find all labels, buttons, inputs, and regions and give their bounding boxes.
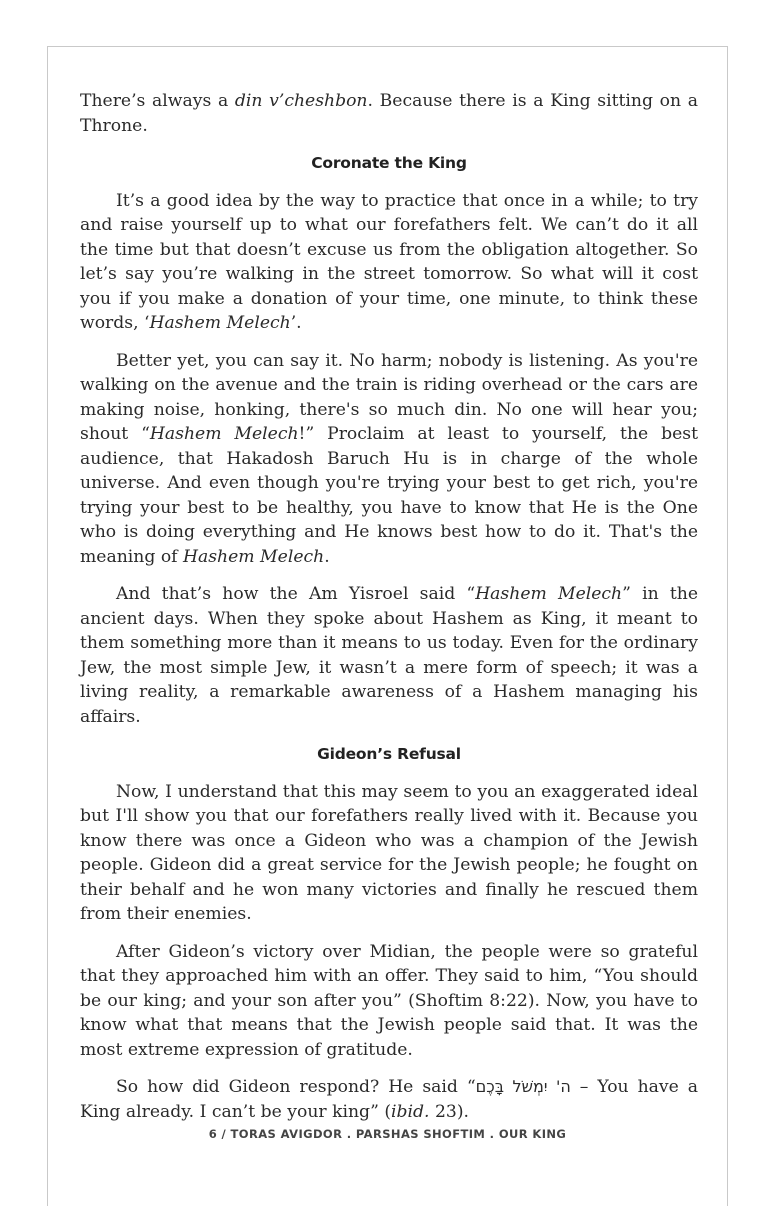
paragraph-4: And that’s how the Am Yisroel said “Hashem Melech” in the ancient days. When they spoke about Hashem as King, it meant to them something more than it means to us today. Even for the ordinary Jew, the most simple Jew, it wasn’t a mere form of speech; it was a living reality, a remarkable awareness of a Hashem managing his affairs. (80, 584, 698, 727)
hebrew-quote: ה' יִמְשֹׁל בָּכֶם (475, 1077, 571, 1096)
section-heading-gideon: Gideon’s Refusal (317, 745, 461, 763)
paragraph-3: Better yet, you can say it. No harm; nobody is listening. As you're walking on the avenue and the train is riding overhead or the cars are making noise, honking, there's so much din. No one will hear you; shout “Hashem Melech!” Proclaim at least to yourself, the best audience, that Hakadosh Baruch Hu is in charge of the whole universe. And even though you're trying your best to get rich, you're trying your best to be healthy, you have to know that He is the One who is doing everything and He knows best how to do it. That's the meaning of Hashem Melech. (80, 350, 698, 567)
page-content (80, 89, 698, 1137)
paragraph-1: There’s always a din v’cheshbon. Because there is a King sitting on a Throne. (80, 91, 699, 136)
page-footer: 6 / TORAS AVIGDOR . PARSHAS SHOFTIM . OUR KING (208, 1127, 567, 1141)
page (47, 46, 728, 1206)
paragraph-7: So how did Gideon respond? He said “ה' יִמְשֹׁל בָּכֶם – You have a King already. I can’t be your king” (ibid. 23). (80, 1077, 698, 1122)
paragraph-5: Now, I understand that this may seem to you an exaggerated ideal but I'll show you that our forefathers really lived with it. Because you know there was once a Gideon who was a champion of the Jewish people. Gideon did a great service for the Jewish people; he fought on their behalf and he won many victories and finally he rescued them from their enemies. (80, 781, 698, 924)
paragraph-2: It’s a good idea by the way to practice that once in a while; to try and raise yourself up to what our forefathers felt. We can’t do it all the time but that doesn’t excuse us from the obligation altogether. So let’s say you’re walking in the street tomorrow. So what will it cost you if you make a donation of your time, one minute, to think these words, ‘Hashem Melech’. (80, 190, 698, 333)
paragraph-6: After Gideon’s victory over Midian, the people were so grateful that they approached him with an offer. They said to him, “You should be our king; and your son after you” (Shoftim 8:22). Now, you have to know what that means that the Jewish people said that. It was the most extreme expression of gratitude. (80, 941, 698, 1060)
section-heading-coronate: Coronate the King (311, 154, 467, 172)
